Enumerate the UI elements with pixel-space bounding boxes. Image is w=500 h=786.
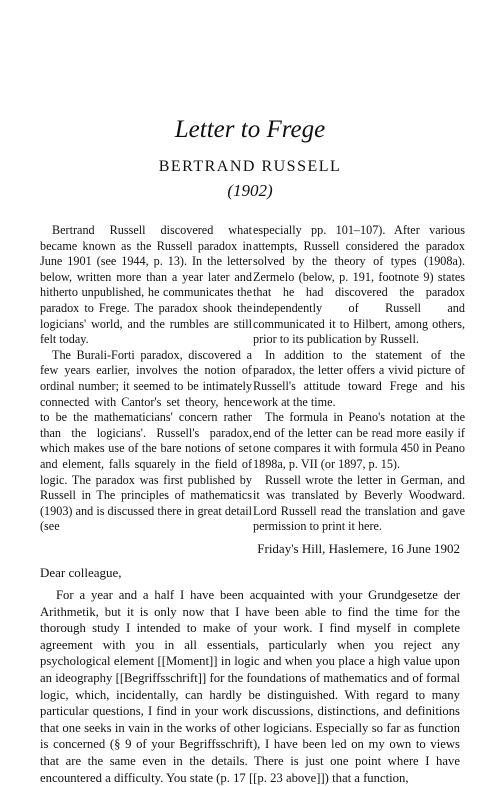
letter-salutation: Dear colleague, bbox=[40, 565, 122, 580]
publication-year: (1902) bbox=[227, 181, 273, 200]
intro-paragraph: The Burali-Forti paradox, discovered a few years earlier, involves the notion of ordinal number; it seemed to be intimately connected with Cantor's set theory, hence to be the mathematicians' concern rather than the logicians'. Russell's paradox, which makes use of the bare notions of set and element, falls squarely in the field of logic. The paradox was first published by Russell in The principles of mathematics (1903) and is discussed there in great detail (see bbox=[40, 347, 252, 534]
document-title: Letter to Frege bbox=[174, 116, 326, 143]
letter-paragraph: For a year and a half I have been acquainted with your Grundgesetze der Arithmetik, but it is only now that I have been able to find the time for the thorough study I intended to make of your work. I find myself in complete agreement with you in all essentials, particularly when you reject any psychological element [[Moment]] in logic and when you place a high value upon an ideography [[Begriffsschrift]] for the foundations of mathematics and of formal logic, which, incidentally, can hardly be distinguished. With regard to many particular questions, I find in your work discussions, distinctions, and definitions that one seeks in vain in the works of other logicians. Especially so far as function is concerned (§ 9 of your Begriffsschrift), I have been led on my own to views that are the same even in the details. There is just one point where I have encountered a difficulty. You state (p. 17 [[p. 23 above]]) that a function, bbox=[40, 588, 460, 785]
intro-paragraph: Bertrand Russell discovered what became known as the Russell paradox in June 1901 (see 1944, p. 13). In the letter below, written more than a year later and hitherto unpublished, he communicates the paradox to Frege. The paradox shook the logicians' world, and the rumbles are still felt today. bbox=[40, 223, 252, 347]
intro-paragraph: The formula in Peano's notation at the end of the letter can be read more easily if one compares it with formula 450 in Peano 1898a, p. VII (or 1897, p. 15). bbox=[253, 410, 465, 471]
intro-column-right bbox=[253, 223, 465, 535]
intro-paragraph: In addition to the statement of the paradox, the letter offers a vivid picture of Russell's attitude toward Frege and his work at the time. bbox=[253, 347, 465, 409]
intro-column-left bbox=[40, 223, 252, 535]
letter-body bbox=[40, 587, 460, 786]
intro-paragraph: especially pp. 101–107). After various attempts, Russell considered the paradox solved by the theory of types (1908a). Zermelo (below, p. 191, footnote 9) states that he had discovered the paradox independently of Russell and communicated it to Hilbert, among others, prior to its publication by Russell. bbox=[253, 223, 465, 347]
letter-dateline: Friday's Hill, Haslemere, 16 June 1902 bbox=[257, 541, 460, 556]
author-name: BERTRAND RUSSELL bbox=[158, 158, 342, 175]
intro-paragraph: Russell wrote the letter in German, and it was translated by Beverly Woodward. Lord Russell read the translation and gave permission to print it here. bbox=[253, 472, 465, 534]
